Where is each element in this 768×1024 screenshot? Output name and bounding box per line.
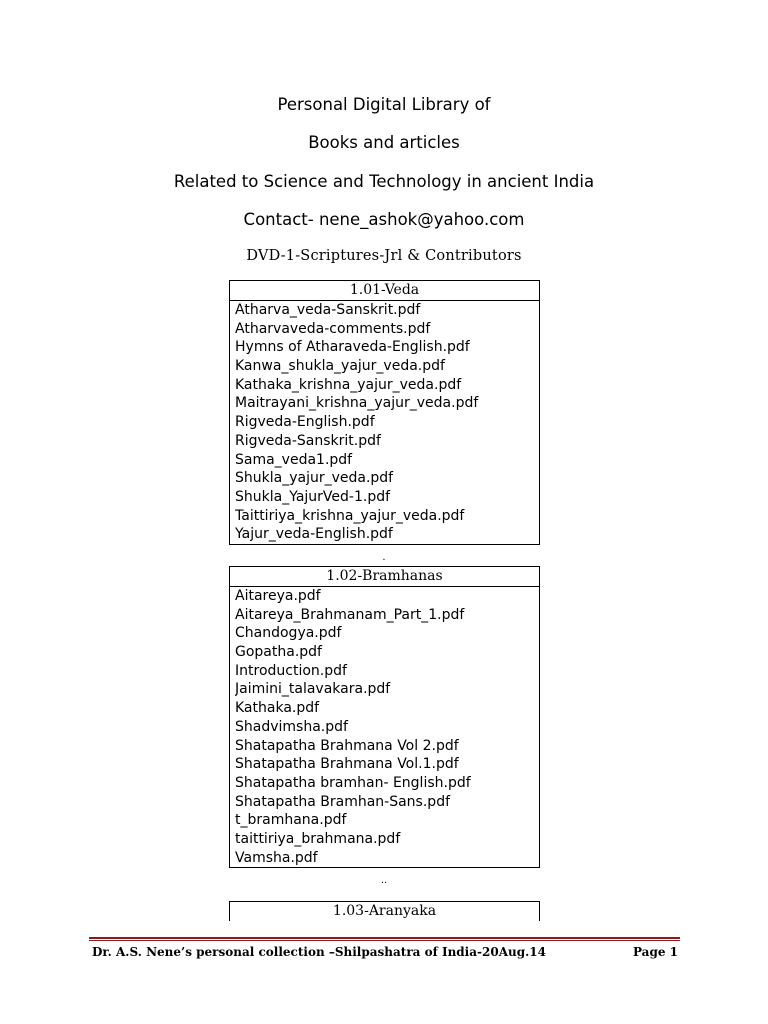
file-list [230,301,539,544]
file-item: Aitareya.pdf [235,588,321,604]
dvd-heading: DVD-1-Scriptures-Jrl & Contributors [246,248,522,264]
file-item: Kathaka.pdf [235,700,320,717]
section-separator: . [382,552,386,563]
page-number: Page 1 [632,945,678,959]
file-item: Yajur_veda-English.pdf [235,526,393,543]
section-title: 1.03-Aranyaka [332,903,437,919]
section-title: 1.02-Bramhanas [230,567,539,587]
section-veda [229,280,540,545]
title-line-3: Related to Science and Technology in ancient India [173,172,595,191]
file-item: Gopatha.pdf [235,644,322,661]
file-item: Atharvaveda-comments.pdf [235,320,431,337]
footer-collection-note: Dr. A.S. Nene’s personal collection –Shilpashatra of India-20Aug.14 [92,945,546,959]
footer-rule-thin [89,940,680,941]
file-item: Sama_veda1.pdf [235,451,353,468]
file-item: Maitrayani_krishna_yajur_veda.pdf [235,395,479,412]
file-item: Aitareya_Brahmanam_Part_1.pdf [235,606,465,623]
file-item: Introduction.pdf [235,662,347,679]
section-aranyaka [229,901,540,921]
contact-line: Contact- nene_ashok@yahoo.com [243,210,525,229]
file-item: Shadvimsha.pdf [235,718,348,735]
section-separator: .. [380,875,388,886]
file-item: Shatapatha Bramhan-Sans.pdf [235,793,451,810]
section-bramhanas [229,566,540,868]
file-item: Vamsha.pdf [235,849,318,866]
file-item: Shukla_YajurVed-1.pdf [235,488,391,505]
file-item: Hymns of Atharaveda-English.pdf [235,339,470,356]
file-item: Shatapatha Brahmana Vol 2.pdf [235,737,459,754]
file-item: Rigveda-English.pdf [235,414,375,431]
section-title: 1.01-Veda [230,281,539,301]
file-item: Shukla_yajur_veda.pdf [235,470,394,487]
file-item: Shatapatha bramhan- English.pdf [235,774,471,791]
file-item: Jaimini_talavakara.pdf [235,681,391,698]
file-item: t_bramhana.pdf [235,812,347,829]
file-item: taittiriya_brahmana.pdf [235,830,401,847]
title-line-2: Books and articles [308,133,460,152]
file-item: Rigveda-Sanskrit.pdf [235,432,381,449]
footer-rule [89,937,680,939]
file-item: Atharva_veda-Sanskrit.pdf [235,302,421,318]
title-line-1: Personal Digital Library of [277,95,491,114]
file-item: Kathaka_krishna_yajur_veda.pdf [235,376,462,393]
file-item: Shatapatha Brahmana Vol.1.pdf [235,756,459,773]
file-item: Taittiriya_krishna_yajur_veda.pdf [235,507,465,524]
file-list [230,587,539,867]
file-item: Kanwa_shukla_yajur_veda.pdf [235,358,445,375]
file-item: Chandogya.pdf [235,625,342,642]
